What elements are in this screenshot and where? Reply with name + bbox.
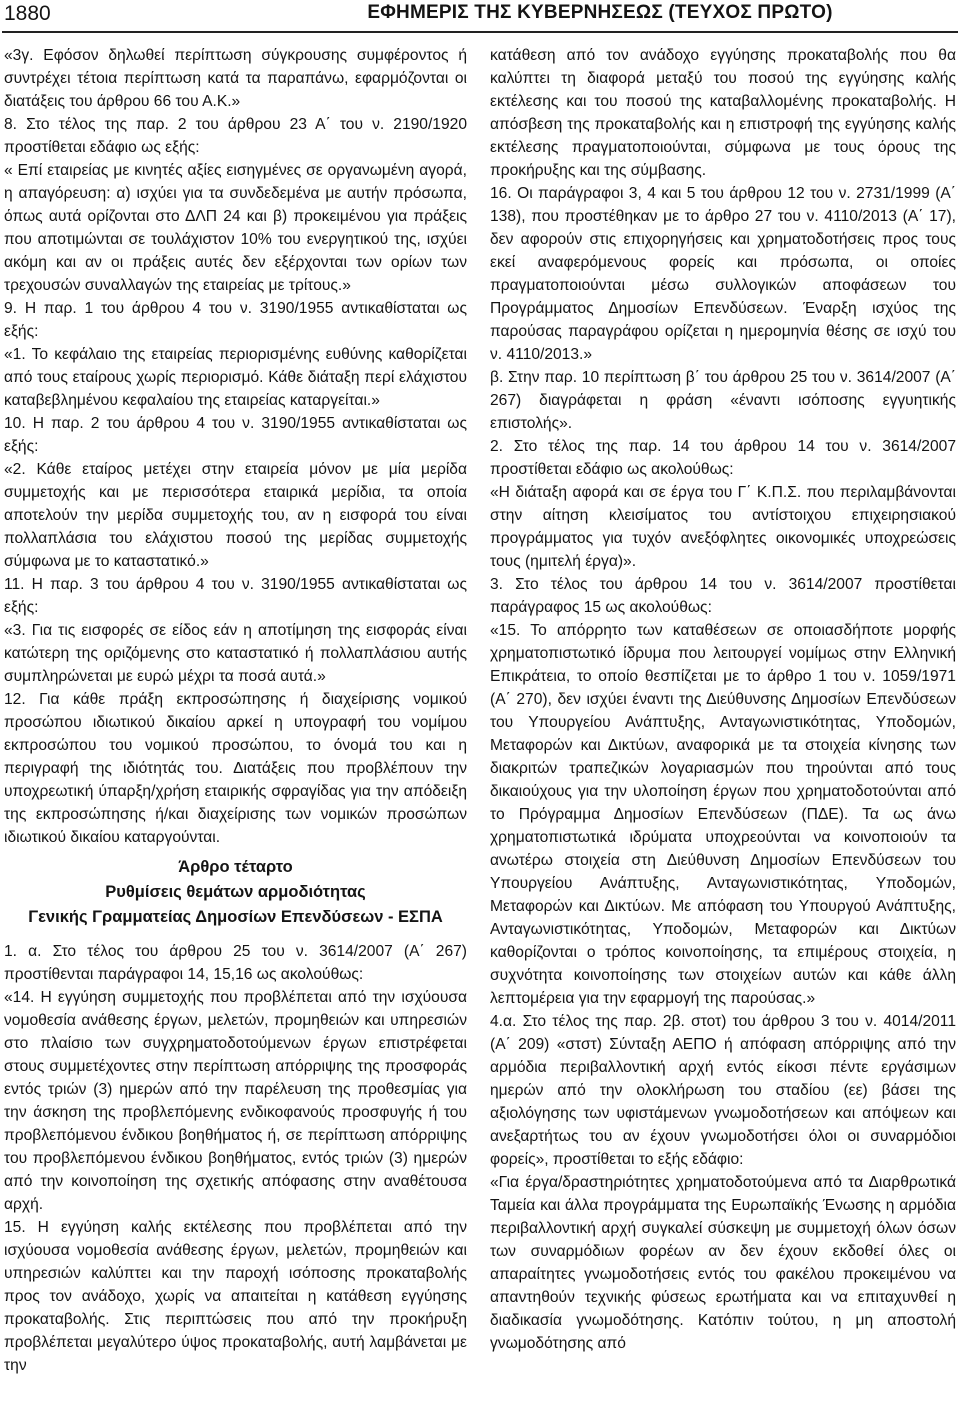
- header-divider: [2, 31, 958, 33]
- paragraph: «15. Το απόρρητο των καταθέσεων σε οποιασδήποτε μορφής χρηματοπιστωτικό ίδρυμα που λειτουργεί νομίμως στην Ελληνική Επικράτεια, το οποίο θεσπίζεται με το άρθρο 1 του ν. 1059/1971 (Α΄ 270), δεν ισχύει έναντι της Διεύθυνσης Δημοσίων Επενδύσεων του Υπουργείου Ανάπτυξης, Ανταγωνιστικότητας, Υποδομών, Μεταφορών και Δικτύων, αναφορικά με τα στοιχεία κίνησης των διακριτών τραπεζικών λογαριασμών που τηρούνται από τους δικαιούχους για την υλοποίηση έργων που χρηματοδοτούνται από το Πρόγραμμα Δημοσίων Επενδύσεων (ΠΔΕ). Τα ως άνω χρηματοπιστωτικά ιδρύματα υποχρεούνται να κοινοποιούν τα ανωτέρω στοιχεία στη Διεύθυνση Δημοσίων Επενδύσεων του Υπουργείου Ανάπτυξης, Ανταγωνιστικότητας, Υποδομών, Μεταφορών και Δικτύων. Με απόφαση του Υπουργού Ανάπτυξης, Ανταγωνιστικότητας, Υποδομών, Μεταφορών και Δικτύων καθορίζονται ο τρόπος κοινοποίησης, τα επιμέρους στοιχεία, η συχνότητα κοινοποίησης των στοιχείων αυτών και κάθε άλλη λεπτομέρεια για την εφαρμογή της παρούσας.»: [490, 622, 956, 1007]
- paragraph: «Η διάταξη αφορά και σε έργα του Γ΄ Κ.Π.Σ. που περιλαμβάνονται στην αίτηση κλεισίματος του αντίστοιχου επιχειρησιακού προγράμματος για τυχόν ανεξόφλητες οικονομικές υποχρεώσεις τους (ημιτελή έργα)».: [490, 484, 956, 570]
- gazette-title: ΕΦΗΜΕΡΙΣ ΤΗΣ ΚΥΒΕΡΝΗΣΕΩΣ (ΤΕΥΧΟΣ ΠΡΩΤΟ): [367, 2, 833, 23]
- paragraph: 12. Για κάθε πράξη εκπροσώπησης ή διαχείρισης νομικού προσώπου ιδιωτικού δικαίου αρκεί η υπογραφή του νομίμου εκπροσώπου του νομικού προσώπου, το όνομά του και η περιγραφή της ιδιότητάς του. Διατάξεις που προβλέπουν την υποχρεωτική ύπαρξη/χρήση εταιρικής σφραγίδας για την απόδειξη της εκπροσώπησης ή/και διαχείρισης των νομικών προσώπων ιδιωτικού δικαίου καταργούνται.: [4, 691, 467, 846]
- paragraph: 8. Στο τέλος της παρ. 2 του άρθρου 23 Α΄ του ν. 2190/1920 προστίθεται εδάφιο ως εξής:: [4, 116, 467, 156]
- right-column: [490, 44, 956, 1355]
- paragraph: «3γ. Εφόσον δηλωθεί περίπτωση σύγκρουσης συμφέροντος ή συντρέχει τέτοια περίπτωση κατά τα παραπάνω, εφαρμόζονται οι διατάξεις του άρθρου 66 του Α.Κ.»: [4, 47, 467, 110]
- article-subject: Ρυθμίσεις θεμάτων αρμοδιότητας: [105, 883, 366, 901]
- paragraph: β. Στην παρ. 10 περίπτωση β΄ του άρθρου 25 του ν. 3614/2007 (Α΄ 267) διαγράφεται η φράση «έναντι ισόποσης εγγυητικής επιστολής».: [490, 369, 956, 432]
- paragraph: 2. Στο τέλος της παρ. 14 του άρθρου 14 του ν. 3614/2007 προστίθεται εδάφιο ως ακολούθως:: [490, 438, 956, 478]
- article-subject: Γενικής Γραμματείας Δημοσίων Επενδύσεων - ΕΣΠΑ: [28, 908, 443, 926]
- paragraph: 9. Η παρ. 1 του άρθρου 4 του ν. 3190/1955 αντικαθίσταται ως εξής:: [4, 300, 467, 340]
- paragraph: 15. Η εγγύηση καλής εκτέλεσης που προβλέπεται από την ισχύουσα νομοθεσία ανάθεσης έργων, μελετών, προμηθειών και υπηρεσιών καλύπτει και την παροχή ισόποσης προκαταβολής προς τον ανάδοχο, χωρίς να απαιτείται η κατάθεση εγγύησης προκαταβολής. Στις περιπτώσεις που από την προκήρυξη προβλέπεται μεγαλύτερο ύψος προκαταβολής, αυτή λαμβάνεται με την: [4, 1219, 467, 1374]
- left-column: [4, 44, 467, 1377]
- article-heading: [4, 855, 467, 930]
- paragraph: «2. Κάθε εταίρος μετέχει στην εταιρεία μόνον με μία μερίδα συμμετοχής και με περισσότερα εταιρικά μερίδια, τα οποία αποτελούν την μερίδα συμμετοχής του, αν η εισφορά του είναι πολλαπλάσια του ελάχιστου ποσού της μερίδας συμμετοχής σύμφωνα με το καταστατικό.»: [4, 461, 467, 570]
- article-number: Άρθρο τέταρτο: [178, 858, 293, 876]
- page-header: [0, 0, 960, 40]
- paragraph: 16. Οι παράγραφοι 3, 4 και 5 του άρθρου 12 του ν. 2731/1999 (Α΄ 138), που προστέθηκαν με το άρθρο 27 του ν. 4110/2013 (Α΄ 17), δεν αφορούν στις επιχορηγήσεις και χρηματοδοτήσεις προς τους εκεί αναφερόμενους φορείς και πρόσωπα, οι οποίες πραγματοποιούνται μέσω συλλογικών αποφάσεων του Προγράμματος Δημοσίων Επενδύσεων. Έναρξη ισχύος της παρούσας παραγράφου ορίζεται η ημερομηνία θέσης σε ισχύ του ν. 4110/2013.»: [490, 185, 956, 363]
- paragraph: 11. Η παρ. 3 του άρθρου 4 του ν. 3190/1955 αντικαθίσταται ως εξής:: [4, 576, 467, 616]
- paragraph: 4.α. Στο τέλος της παρ. 2β. στοτ) του άρθρου 3 του ν. 4014/2011 (Α΄ 209) «στστ) Σύνταξη ΑΕΠΟ ή απόφαση απόρριψης από την αρμόδια περιβαλλοντική αρχή εντός είκοσι πέντε εργάσιμων ημερών από την ολοκλήρωση του σταδίου (εε) βάσει της αξιολόγησης των υφιστάμενων γνωμοδοτήσεων και απόψεων και ανεξαρτήτως του αν έχουν γνωμοδοτήσει όλοι οι συναρμόδιοι φορείς», προστίθεται το εξής εδάφιο:: [490, 1013, 956, 1168]
- paragraph: 3. Στο τέλος του άρθρου 14 του ν. 3614/2007 προστίθεται παράγραφος 15 ως ακολούθως:: [490, 576, 956, 616]
- paragraph: « Επί εταιρείας με κινητές αξίες εισηγμένες σε οργανωμένη αγορά, η απαγόρευση: α) ισχύει για τα συνδεδεμένα με αυτήν πρόσωπα, όπως αυτά ορίζονται στο ΔΛΠ 24 και β) προκειμένου για πράξεις που αποτιμώνται σε τουλάχιστον 10% του ενεργητικού της, ισχύει ακόμη και αν οι πράξεις αυτές δεν εξέρχονται των ορίων των τρεχουσών συναλλαγών της εταιρείας με τρίτους.»: [4, 162, 467, 294]
- paragraph: «Για έργα/δραστηριότητες χρηματοδοτούμενα από τα Διαρθρωτικά Ταμεία και άλλα προγράμματα της Ευρωπαϊκής Ένωσης η αρμόδια περιβαλλοντική αρχή συγκαλεί σύσκεψη με συμμετοχή όλων όσων των συναρμόδιων φορέων αν δεν έχουν εκδοθεί όλες οι απαραίτητες γνωμοδοτήσεις εντός του φακέλου προκειμένου να απαντηθούν τεχνικής φύσεως ερωτήματα και να επιταχυνθεί η διαδικασία γνωμοδότησης. Κατόπιν τούτου, η μη αποστολή γνωμοδότησης από: [490, 1174, 956, 1352]
- paragraph: «3. Για τις εισφορές σε είδος εάν η αποτίμηση της εισφοράς είναι κατώτερη της οριζόμενης στο καταστατικό ή πολλαπλάσιου αυτής συμπληρώνεται με ευρώ μέχρι τα ποσά αυτά.»: [4, 622, 467, 685]
- paragraph: κατάθεση από τον ανάδοχο εγγύησης προκαταβολής που θα καλύπτει τη διαφορά μεταξύ του ποσού της εγγύησης καλής εκτέλεσης και του ποσού της καταβαλλομένης προκαταβολής. Η απόσβεση της προκαταβολής και η επιστροφή της εγγύησης καλής εκτέλεσης πραγματοποιούνται, σύμφωνα με τους όρους της προκήρυξης και της σύμβασης.: [490, 47, 956, 179]
- page-number: 1880: [4, 2, 51, 25]
- paragraph: 1. α. Στο τέλος του άρθρου 25 του ν. 3614/2007 (Α΄ 267) προστίθενται παράγραφοι 14, 15,16 ως ακολούθως:: [4, 943, 467, 983]
- paragraph: «1. Το κεφάλαιο της εταιρείας περιορισμένης ευθύνης καθορίζεται από τους εταίρους χωρίς περιορισμό. Κάθε διάταξη περί ελάχιστου καταβεβλημένου κεφαλαίου της εταιρείας καταργείται.»: [4, 346, 467, 409]
- paragraph: 10. Η παρ. 2 του άρθρου 4 του ν. 3190/1955 αντικαθίσταται ως εξής:: [4, 415, 467, 455]
- paragraph: «14. Η εγγύηση συμμετοχής που προβλέπεται από την ισχύουσα νομοθεσία ανάθεσης έργων, μελετών, προμηθειών και υπηρεσιών στο πλαίσιο των συγχρηματοδοτούμενων έργων επιστρέφεται στους συμμετέχοντες στην περίπτωση απόρριψης της προσφοράς εντός τριών (3) ημερών από την παρέλευση της προθεσμίας για την άσκηση της προβλεπόμενης ενδικοφανούς προσφυγής ή του προβλεπόμενου ένδικου βοηθήματος ή, σε περίπτωση απόρριψης του προβλεπόμενου ένδικου βοηθήματος, εντός τριών (3) ημερών από την κοινοποίηση της σχετικής απόφασης στην αναθέτουσα αρχή.: [4, 989, 467, 1213]
